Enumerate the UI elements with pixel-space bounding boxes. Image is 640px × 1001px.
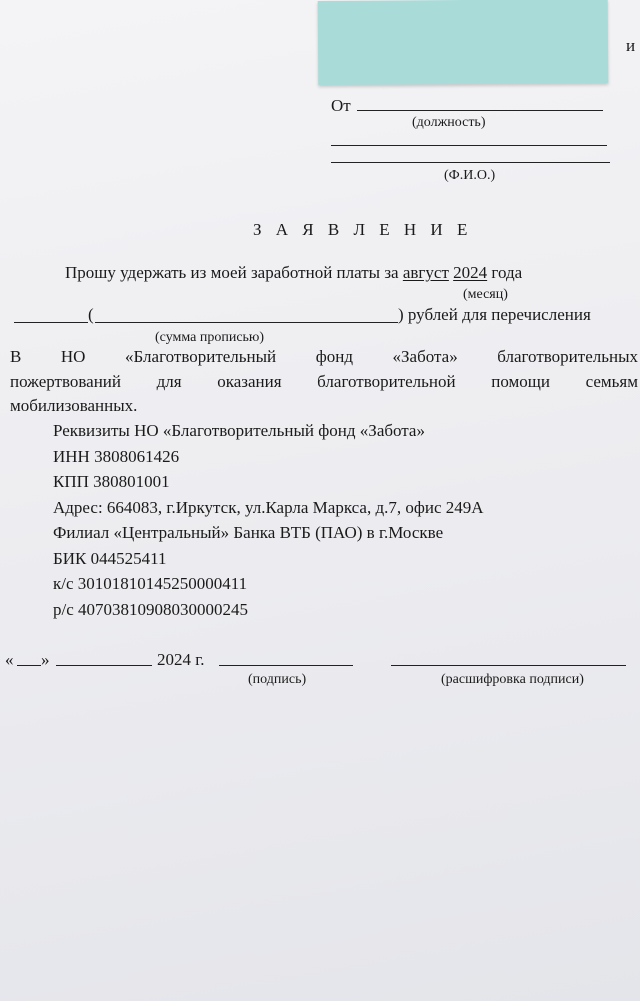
date-day-field[interactable]	[17, 665, 41, 666]
requisite-line: КПП 380801001	[53, 472, 170, 491]
sticky-note	[318, 0, 609, 85]
amount-caption: (сумма прописью)	[155, 330, 265, 345]
date-quote-open: «	[5, 650, 14, 669]
requisite-line: БИК 044525411	[53, 548, 167, 568]
corner-glyph: и	[626, 36, 636, 55]
year-value[interactable]: 2024	[453, 263, 488, 282]
amount-number-field[interactable]	[14, 322, 88, 323]
date-year: 2024 г.	[157, 650, 205, 669]
request-start: Прошу удержать из моей заработной платы за	[65, 263, 399, 282]
purpose-line-3: мобилизованных.	[10, 396, 138, 415]
year-suffix: года	[491, 263, 523, 282]
purpose-line-1: В НО «Благотворительный фонд «Забота» благотворительных	[10, 347, 638, 366]
requisite-line: Филиал «Центральный» Банка ВТБ (ПАО) в г.Москве	[53, 523, 444, 542]
requisite-line: Адрес: 664083, г.Иркутск, ул.Карла Маркса, д.7, офис 249А	[53, 497, 484, 517]
requisite-line: р/с 40703810908030000245	[53, 599, 249, 619]
request-text	[65, 263, 522, 283]
month-caption: (месяц)	[463, 287, 508, 302]
signature-field[interactable]	[219, 665, 353, 666]
from-label: От	[331, 96, 351, 115]
date-month-field[interactable]	[56, 665, 152, 666]
position-field[interactable]	[357, 110, 603, 111]
requisite-line: Реквизиты НО «Благотворительный фонд «Забота»	[53, 421, 425, 440]
position-caption: (должность)	[412, 115, 486, 130]
signature-decoding-field[interactable]	[391, 665, 626, 666]
month-value[interactable]: август	[402, 263, 449, 282]
amount-open-paren: (	[88, 305, 94, 324]
requisite-line: ИНН 3808061426	[53, 446, 180, 466]
amount-suffix: ) рублей для перечисления	[398, 305, 591, 324]
date-quote-close: »	[41, 650, 50, 669]
document-title: З А Я В Л Е Н И Е	[253, 220, 473, 239]
fio-field-2[interactable]	[331, 162, 610, 163]
amount-words-field[interactable]	[95, 322, 398, 323]
requisite-line: к/с 30101810145250000411	[53, 574, 248, 593]
decoding-caption: (расшифровка подписи)	[441, 672, 584, 687]
purpose-line-2: пожертвований для оказания благотворительной помощи семьям	[10, 372, 638, 391]
signature-caption: (подпись)	[248, 672, 307, 687]
fio-caption: (Ф.И.О.)	[444, 168, 496, 183]
fio-field-1[interactable]	[331, 145, 607, 146]
